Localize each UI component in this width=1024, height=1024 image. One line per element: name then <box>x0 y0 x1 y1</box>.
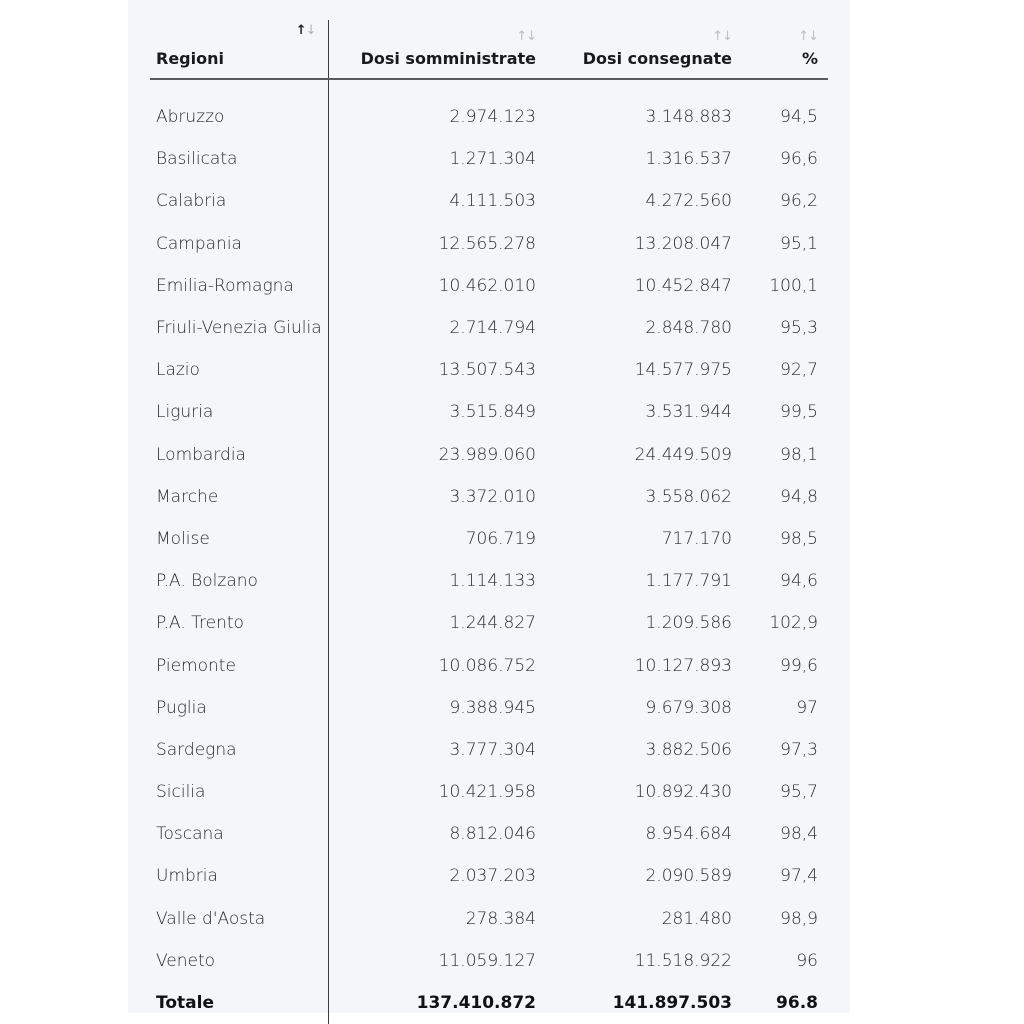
percent-cell: 94,5 <box>780 107 818 128</box>
sort-icon[interactable]: ↑↓ <box>712 29 732 44</box>
region-cell: Molise <box>150 518 328 560</box>
administered-cell: 278.384 <box>465 908 536 929</box>
column-header-regioni[interactable] <box>150 20 328 79</box>
percent-cell: 99,5 <box>780 402 818 423</box>
column-header-label: Dosi somministrate <box>360 49 536 68</box>
column-header-label: Dosi consegnate <box>582 49 732 68</box>
percent-cell: 98,9 <box>780 908 818 929</box>
table-row <box>150 476 828 518</box>
administered-cell: 10.086.752 <box>438 655 536 676</box>
percent-cell: 98,4 <box>780 824 818 845</box>
percent-cell: 94,6 <box>780 571 818 592</box>
region-cell: Lombardia <box>150 434 328 476</box>
administered-cell: 706.719 <box>465 528 536 549</box>
percent-cell: 98,1 <box>780 444 818 465</box>
administered-cell: 9.388.945 <box>449 697 536 718</box>
percent-cell: 100,1 <box>769 275 818 296</box>
total-delivered: 141.897.503 <box>612 993 732 1014</box>
table-row <box>150 434 828 476</box>
region-cell: Basilicata <box>150 138 328 180</box>
administered-cell: 2.974.123 <box>449 107 536 128</box>
delivered-cell: 13.208.047 <box>634 233 732 254</box>
administered-cell: 1.271.304 <box>449 149 536 170</box>
table-row <box>150 729 828 771</box>
administered-cell: 2.714.794 <box>449 318 536 339</box>
delivered-cell: 10.892.430 <box>634 782 732 803</box>
region-cell: Valle d'Aosta <box>150 898 328 940</box>
percent-cell: 97,4 <box>780 866 818 887</box>
sort-ascending-icon[interactable]: ↑↓ <box>295 23 316 38</box>
administered-cell: 10.462.010 <box>438 275 536 296</box>
delivered-cell: 24.449.509 <box>634 444 732 465</box>
total-administered: 137.410.872 <box>416 993 536 1014</box>
delivered-cell: 3.882.506 <box>645 739 732 760</box>
column-header-dosi-somministrate[interactable] <box>328 20 546 79</box>
sort-icon[interactable]: ↑↓ <box>798 29 818 44</box>
percent-cell: 99,6 <box>780 655 818 676</box>
column-header-dosi-consegnate[interactable] <box>546 20 742 79</box>
percent-cell: 102,9 <box>769 613 818 634</box>
percent-cell: 96,6 <box>780 149 818 170</box>
region-cell: Liguria <box>150 391 328 433</box>
administered-cell: 23.989.060 <box>438 444 536 465</box>
total-row <box>150 982 828 1024</box>
delivered-cell: 8.954.684 <box>645 824 732 845</box>
administered-cell: 8.812.046 <box>449 824 536 845</box>
region-cell: Friuli-Venezia Giulia <box>150 307 328 349</box>
delivered-cell: 3.148.883 <box>645 107 732 128</box>
administered-cell: 1.244.827 <box>449 613 536 634</box>
administered-cell: 13.507.543 <box>438 360 536 381</box>
region-cell: P.A. Trento <box>150 602 328 644</box>
region-cell: Lazio <box>150 349 328 391</box>
delivered-cell: 2.848.780 <box>645 318 732 339</box>
delivered-cell: 1.316.537 <box>645 149 732 170</box>
administered-cell: 3.777.304 <box>449 739 536 760</box>
administered-cell: 11.059.127 <box>438 950 536 971</box>
percent-cell: 95,7 <box>780 782 818 803</box>
region-cell: Marche <box>150 476 328 518</box>
table-row <box>150 138 828 180</box>
region-cell: Toscana <box>150 813 328 855</box>
delivered-cell: 717.170 <box>661 528 732 549</box>
table-row <box>150 96 828 138</box>
table-row <box>150 560 828 602</box>
region-cell: Umbria <box>150 855 328 897</box>
header-spacer <box>150 79 828 96</box>
vaccine-doses-table <box>150 20 828 1024</box>
delivered-cell: 14.577.975 <box>634 360 732 381</box>
delivered-cell: 10.452.847 <box>634 275 732 296</box>
percent-cell: 94,8 <box>780 486 818 507</box>
administered-cell: 1.114.133 <box>449 571 536 592</box>
column-header-label: Regioni <box>156 49 224 68</box>
column-header-label: % <box>801 49 818 68</box>
delivered-cell: 1.209.586 <box>645 613 732 634</box>
percent-cell: 96,2 <box>780 191 818 212</box>
region-cell: Emilia-Romagna <box>150 265 328 307</box>
delivered-cell: 1.177.791 <box>645 571 732 592</box>
percent-cell: 97,3 <box>780 739 818 760</box>
region-cell: Abruzzo <box>150 96 328 138</box>
delivered-cell: 3.558.062 <box>645 486 732 507</box>
table-row <box>150 349 828 391</box>
delivered-cell: 281.480 <box>661 908 732 929</box>
table-row <box>150 518 828 560</box>
total-percent: 96.8 <box>776 993 818 1014</box>
delivered-cell: 11.518.922 <box>634 950 732 971</box>
table-row <box>150 855 828 897</box>
percent-cell: 97 <box>796 697 818 718</box>
percent-cell: 98,5 <box>780 528 818 549</box>
table-row <box>150 644 828 686</box>
table-panel <box>128 0 850 1013</box>
percent-cell: 96 <box>796 950 818 971</box>
region-cell: Sicilia <box>150 771 328 813</box>
percent-cell: 95,1 <box>780 233 818 254</box>
administered-cell: 12.565.278 <box>438 233 536 254</box>
table-row <box>150 180 828 222</box>
percent-cell: 92,7 <box>780 360 818 381</box>
region-cell: Calabria <box>150 180 328 222</box>
administered-cell: 3.515.849 <box>449 402 536 423</box>
administered-cell: 3.372.010 <box>449 486 536 507</box>
table-row <box>150 391 828 433</box>
delivered-cell: 4.272.560 <box>645 191 732 212</box>
table-row <box>150 307 828 349</box>
administered-cell: 2.037.203 <box>449 866 536 887</box>
total-label: Totale <box>150 982 328 1024</box>
delivered-cell: 3.531.944 <box>645 402 732 423</box>
table-row <box>150 687 828 729</box>
region-cell: Veneto <box>150 940 328 982</box>
table-row <box>150 898 828 940</box>
percent-cell: 95,3 <box>780 318 818 339</box>
region-cell: P.A. Bolzano <box>150 560 328 602</box>
administered-cell: 4.111.503 <box>449 191 536 212</box>
table-row <box>150 602 828 644</box>
region-cell: Piemonte <box>150 644 328 686</box>
administered-cell: 10.421.958 <box>438 782 536 803</box>
delivered-cell: 10.127.893 <box>634 655 732 676</box>
delivered-cell: 2.090.589 <box>645 866 732 887</box>
table-row <box>150 223 828 265</box>
table-row <box>150 771 828 813</box>
table-row <box>150 813 828 855</box>
region-cell: Sardegna <box>150 729 328 771</box>
table-row <box>150 265 828 307</box>
table-row <box>150 940 828 982</box>
column-header-percent[interactable] <box>742 20 828 79</box>
table-header-row <box>150 20 828 79</box>
region-cell: Puglia <box>150 687 328 729</box>
sort-icon[interactable]: ↑↓ <box>516 29 536 44</box>
region-cell: Campania <box>150 223 328 265</box>
delivered-cell: 9.679.308 <box>645 697 732 718</box>
